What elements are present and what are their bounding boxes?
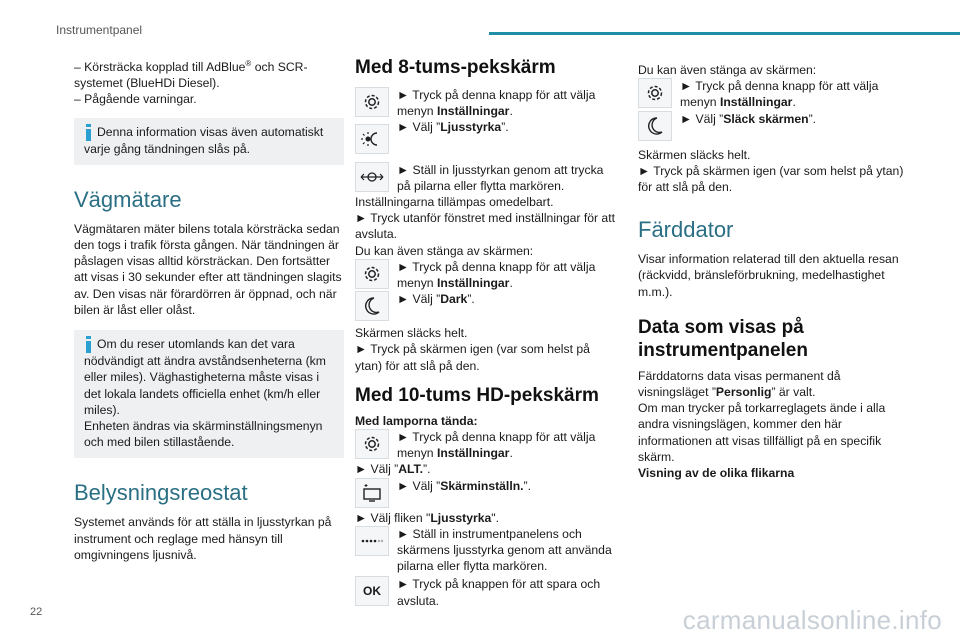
settings-gear-icon (355, 429, 389, 459)
step-bold: Dark (440, 292, 468, 307)
step-end: ". (491, 510, 500, 525)
settings-gear-icon (355, 87, 389, 117)
info-box-2-text-b: Enheten ändras via skärminställningsmenyn och med bilen stillastående. (84, 418, 323, 450)
info-box-1-content: Denna information visas även automatiskt varje gång tändningen slås på. (84, 124, 324, 156)
step-arrows (355, 162, 617, 194)
step-screen-settings (355, 478, 617, 508)
data-text: Färddatorns data visas permanent då visningsläget ” (638, 368, 841, 400)
intro-warnings: – Pågående varningar. (74, 92, 197, 107)
step-settings-8-text (397, 87, 617, 136)
step-screen-off (638, 111, 908, 141)
step-dark-text (397, 291, 617, 307)
registered-mark: ® (245, 59, 252, 68)
step-bold: Ljusstyrka (440, 120, 502, 135)
info-icon (84, 124, 93, 141)
step-text: ► Tryck på denna knapp för att välja menyn (680, 79, 879, 110)
moon-icon (638, 111, 672, 141)
step-settings-10 (355, 429, 617, 461)
heading-data: Data som visas på instrumentpanelen (638, 316, 808, 361)
vagmatare-text: Vägmätaren mäter bilens totala körsträcka sedan den togs i trafik första gången. När tändningen är påslagen visas alltid körsträckan. Den fortsätter att visas i 30 sekunder efter att tändningen slagits av. Den visas när förardörren är öppnad, och när bilen är låst eller olåst. (74, 221, 342, 317)
screen-settings-icon (355, 478, 389, 508)
step-ok (355, 576, 617, 608)
step-text: ► Välj ” (397, 292, 441, 307)
step-settings-dark-text (397, 259, 617, 291)
slider-dots-icon (355, 526, 389, 556)
step-end: ”. (467, 292, 475, 307)
step-end: . (509, 446, 513, 461)
step-alt (355, 461, 617, 477)
step-text: ► Välj ” (397, 478, 441, 493)
step-end: . (509, 276, 513, 291)
step-bold: Inställningar (436, 446, 510, 461)
screen-off-intro: Du kan även stänga av skärmen: (355, 243, 534, 258)
screen-off-text: Skärmen släcks helt. (355, 326, 468, 341)
moon-icon (355, 291, 389, 321)
step-end: . (792, 95, 796, 110)
heading-vagmatare: Vägmätare (74, 186, 182, 212)
step-tab-brightness (355, 510, 617, 526)
step-end: ”. (808, 111, 817, 126)
step-brightness-icon-row (355, 138, 617, 154)
step-screen-off-text (680, 111, 908, 127)
ok-label: OK (363, 584, 381, 599)
step-slider (355, 526, 617, 575)
lamps-on-label: Med lamporna tända: (355, 413, 478, 428)
intro-adblue-text: – Körsträcka kopplad till AdBlue (74, 60, 246, 75)
heading-farddator: Färddator (638, 217, 734, 243)
brightness-icon (355, 124, 389, 154)
page-number: 22 (30, 606, 43, 618)
step-text: ► Välj ” (680, 111, 724, 126)
farddator-text: Visar information relaterad till den aktuella resan (räckvidd, bränsleförbrukning, medelhastighet m.m.). (638, 252, 899, 299)
step-bold: Inställningar (436, 104, 510, 119)
step-screen-settings-text (397, 478, 617, 494)
heading-8-tum: Med 8-tums-pekskärm (355, 57, 556, 78)
col3-screen-off: Skärmen släcks helt. (638, 147, 751, 162)
step-settings-8 (355, 87, 617, 136)
heading-belysningsreostat: Belysningsreostat (74, 480, 248, 506)
step-text: ► Tryck på denna knapp för att välja menyn (397, 430, 596, 461)
belysning-text: Systemet används för att ställa in ljusstyrkan på instrument och reglage med hänsyn till omgivningens ljusnivå. (74, 515, 332, 562)
intro-adblue-text-2: och SCR-systemet (BlueHDi Diesel). (74, 60, 308, 91)
info-icon (84, 336, 93, 353)
arrows-left-right-icon (355, 162, 389, 192)
settings-applied: Inställningarna tillämpas omedelbart. (355, 195, 554, 210)
info-box-2-content: Om du reser utomlands kan det vara nödvändigt att ändra avståndsenheterna (km eller miles). Väghastigheterna måste visas i det lokala landets officiella enhet (km/h eller miles). (84, 337, 326, 417)
data-text-end: ” är valt. (771, 385, 816, 400)
step-dark (355, 291, 617, 321)
data-bold: Personlig (715, 385, 772, 400)
step-settings-10-text (397, 429, 617, 461)
intro-adblue (74, 56, 344, 91)
step-settings-dark (355, 259, 617, 291)
ok-button-icon (355, 576, 389, 606)
watermark: carmanualsonline.info (682, 605, 942, 635)
step-ok-text: ► Tryck på knappen för att spara och avsluta. (397, 577, 601, 608)
step-bold: Skärminställn. (440, 478, 524, 493)
info-box-2-text (84, 336, 334, 418)
step-text: ► Välj ” (355, 462, 399, 477)
info-box-1-text (84, 124, 334, 157)
settings-gear-icon (355, 259, 389, 289)
step-settings-off (638, 78, 908, 110)
step-text: ► Tryck på denna knapp för att välja menyn (397, 259, 596, 291)
data-text-3: Visning av de olika flikarna (638, 466, 795, 481)
step-arrows-text: ► Ställ in ljusstyrkan genom att trycka på pilarna eller flytta markören. (397, 162, 604, 193)
heading-10-tum: Med 10-tums HD-pekskärm (355, 384, 599, 406)
header-accent-bar (489, 32, 960, 35)
data-text-2: Om man trycker på torkarreglagets ände i alla andra visningslägen, kommer den här informationen att visas tillfälligt på en specifik skärm. (638, 401, 886, 464)
step-bold: Ljusstyrka (430, 510, 492, 525)
column-2 (355, 56, 617, 609)
step-text: ► Välj fliken " (355, 510, 431, 525)
step-end: ”. (501, 120, 509, 135)
step-bold: ALT. (398, 462, 424, 477)
tap-outside: ► Tryck utanför fönstret med inställningar för att avsluta. (355, 211, 615, 242)
step-bold: Inställningar (436, 276, 510, 291)
step-settings-off-text (680, 78, 908, 110)
step-end: ”. (523, 478, 531, 493)
step-end: . (509, 104, 513, 119)
column-3 (638, 62, 908, 481)
step-end: ”. (423, 462, 431, 477)
screen-on-text: ► Tryck på skärmen igen (var som helst på ytan) för att slå på den. (355, 342, 590, 373)
step-text: ► Välj ” (397, 120, 441, 135)
settings-gear-icon (638, 78, 672, 108)
info-box-1 (74, 118, 344, 165)
column-1 (74, 56, 344, 563)
step-text: ► Tryck på denna knapp för att välja menyn (397, 88, 596, 119)
info-box-2 (74, 330, 344, 458)
step-bold: Släck skärmen (723, 111, 809, 126)
step-slider-text: ► Ställ in instrumentpanelens och skärmens ljusstyrka genom att använda pilarna eller flytta markören. (397, 526, 612, 574)
step-bold: Inställningar (719, 95, 793, 110)
col3-intro: Du kan även stänga av skärmen: (638, 63, 817, 77)
header-title: Instrumentpanel (56, 23, 143, 37)
data-text-1 (638, 368, 908, 400)
col3-screen-on: ► Tryck på skärmen igen (var som helst på ytan) för att slå på den. (638, 163, 904, 195)
